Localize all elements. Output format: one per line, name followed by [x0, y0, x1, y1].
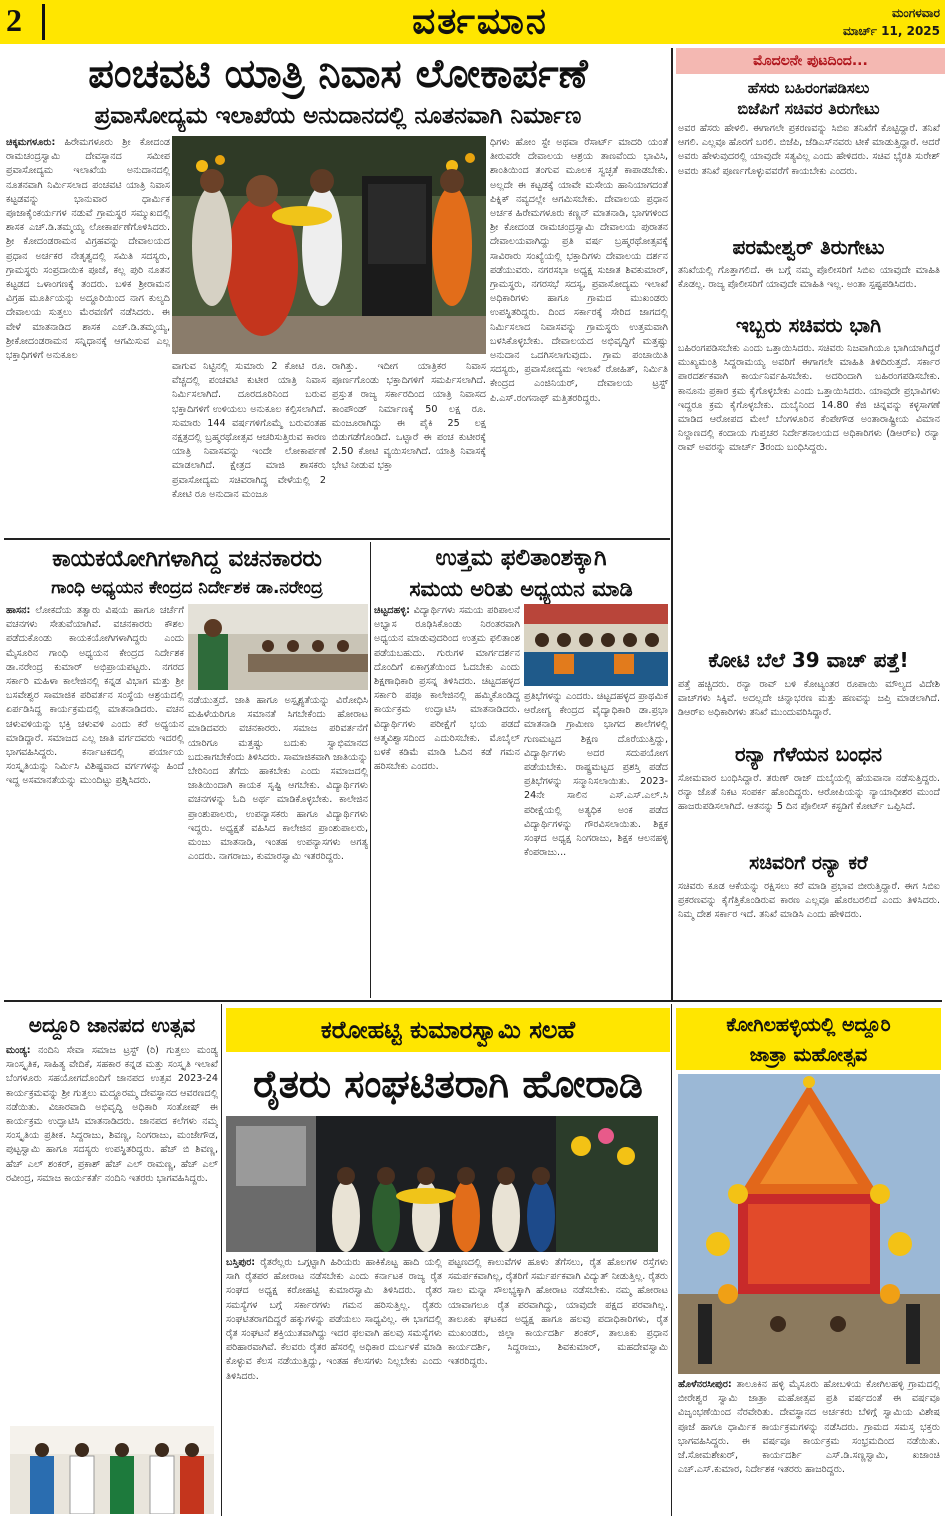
story3-headline-line2: ಸಮಯ ಅರಿತು ಅಧ್ಯಯನ ಮಾಡಿ — [409, 577, 633, 601]
chariot-festival-photo-icon — [678, 1074, 940, 1374]
sidebar-text-4: ಪತ್ತೆ ಹಚ್ಚಿದರು. ರನ್ಯಾ ರಾವ್ ಬಳಿ ಕೋಟ್ಯಂತರ ರೂಪಾಯಿ ಮೌಲ್ಯದ ವಿದೇಶಿ ವಾಚ್‌ಗಳು ಸಿಕ್ಕಿವೆ. ಅದಲ್ಲದೇ ಚಿನ್ನಾಭರಣ ಮತ್ತು ಹಣವನ್ನು ಜಪ್ತಿ ಮಾಡಲಾಗಿದೆ. ಡಿಆರ್‌ಐ ಅಧಿಕಾರಿಗಳು ತನಿಖೆ ಮುಂದುವರಿಸಿದ್ದಾರೆ. — [678, 679, 940, 719]
lead-photo — [172, 136, 486, 354]
mid-bottom-rule — [4, 1000, 942, 1002]
issue-day: ಮಂಗಳವಾರ — [891, 6, 940, 20]
story6-body — [678, 1378, 940, 1516]
story5-column-1 — [226, 1256, 442, 1516]
story3-photo — [524, 604, 668, 686]
story6-headline-line1: ಕೋಗಿಲಹಳ್ಳಿಯಲ್ಲಿ ಅದ್ದೂರಿ — [726, 1014, 891, 1036]
story5-right-rule — [671, 1004, 672, 1516]
sidebar-text-6: ಸಚಿವರು ಕೂಡ ಆಕೆಯನ್ನು ರಕ್ಷಿಸಲು ಕರೆ ಮಾಡಿ ಪ್ರಭಾವ ಬೀರುತ್ತಿದ್ದಾರೆ. ಈಗ ಸಿಬಿಐ ಪ್ರಕರಣವನ್ನು ಕೈಗೆತ್ತಿಕೊಂಡಿರುವ ಕಾರಣ ಎಲ್ಲವೂ ಹೊರಬರಲಿದೆ ಎಂದು ತಿಳಿಸಿದರು. ನಿಮ್ಮ ದೇಶ ಸರ್ಕಾರ ಇದೆ. ತನಿಖೆ ಮಾಡಿಸಿ ಎಂದು ಹೇಳಿದರು. — [678, 881, 940, 921]
story5-photo — [226, 1116, 658, 1252]
inauguration-photo-icon — [172, 136, 486, 354]
lead-dateline: ಚಿಕ್ಕಮಗಳೂರು: — [6, 137, 56, 148]
story6-photo — [678, 1074, 940, 1374]
sidebar-h3: ಇಬ್ಬರು ಸಚಿವರು ಭಾಗಿ — [735, 313, 882, 337]
story5-column-2: ಪಟ್ಟಣದಲ್ಲಿ ಕಾಲುವೆಗಳ ಹೂಳು ತೆಗೆಸಲು, ರೈತ ಹೊಲಗಳ ರಸ್ತೆಗಳು ಸಮರ್ಪಕವಾಗಿಲ್ಲ, ರೈತರಿಗೆ ಸರ್ಮರ್ಪಕವಾಗಿ ವಿದ್ಯುತ್ ನೀಡುತ್ತಿಲ್ಲ. ರೈತರು ಸಾಲ ಮನ್ನಾ ಸೌಲಭ್ಯಕ್ಕಾಗಿ ಹೋರಾಟ ನಡೆಸಬೇಕು. ನಮ್ಮ ಹೋರಾಟ ಯಾವಾಗಲೂ ರೈತ ಪರವಾಗಿದ್ದು, ಯಾವುದೇ ಪಕ್ಷದ ಪರವಾಗಿಲ್ಲ. ತಾಲೂಕು ಘಟಕದ ಅಧ್ಯಕ್ಷ ಹಾಗೂ ಹಲವು ಪದಾಧಿಕಾರಿಗಳು, ರೈತ ಮುಖಂಡರು, ಜಿಲ್ಲಾ ಕಾರ್ಯದರ್ಶಿ ಶಂಕರ್, ತಾಲೂಕು ಪ್ರಧಾನ ಕಾರ್ಯದರ್ಶಿ, ಸಿದ್ದರಾಜು, ಶಿವಕುಮಾರ್, ಮಹದೇವಸ್ವಾಮಿ ಇತರರಿದ್ದರು. — [448, 1257, 668, 1368]
story4-dateline: ಮಂಡ್ಯ: — [6, 1045, 31, 1056]
story2-dateline: ಹಾಸನ: — [6, 605, 31, 616]
folk-festival-photo-icon — [10, 1426, 214, 1514]
sidebar-tab-label: ಮೊದಲನೇ ಪುಟದಿಂದ... — [753, 53, 868, 69]
story3-col1-text: ವಿದ್ಯಾರ್ಥಿಗಳು ಸಮಯ ಪರಿಪಾಲನೆ ಅಭ್ಯಾಸ ರೂಢಿಸಿಕೊಂಡು ನಿರಂತರವಾಗಿ ಅಧ್ಯಯನ ಮಾಡುವುದರಿಂದ ಉತ್ತಮ ಫಲಿತಾಂಶ ಪಡೆಯಬಹುದು. ಗುರುಗಳ ಮಾರ್ಗದರ್ಶನ ದೊಂದಿಗೆ ಏಕಾಗ್ರತೆಯಿಂದ ಓದಬೇಕು ಎಂದು ಶಿಕ್ಷಣಾಧಿಕಾರಿ ಪ್ರಸನ್ನ ತಿಳಿಸಿದರು. ಚಿಟ್ಟದಹಳ್ಳದ ಸರ್ಕಾರಿ ಪಪೂ ಕಾಲೇಜಿನಲ್ಲಿ ಹಮ್ಮಿಕೊಂಡಿದ್ದ ಕಾರ್ಯಕ್ರಮ ಉದ್ಘಾಟಿಸಿ ಮಾತನಾಡಿದರು. ವಿದ್ಯಾರ್ಥಿಗಳು ಪರೀಕ್ಷೆಗೆ ಭಯ ಪಡದೆ ಆತ್ಮವಿಶ್ವಾಸದಿಂದ ಎದುರಿಸಬೇಕು. ಮೊಬೈಲ್ ಬಳಕೆ ಕಡಿಮೆ ಮಾಡಿ ಓದಿನ ಕಡೆ ಗಮನ ಹರಿಸಬೇಕು ಎಂದರು. — [374, 605, 520, 773]
story2-column-1 — [6, 604, 184, 996]
seminar-photo-icon — [188, 604, 368, 690]
sidebar-h2: ಪರಮೇಶ್ವರ್ ತಿರುಗೇಟು — [732, 235, 885, 259]
sidebar-h6: ಸಚಿವರಿಗೆ ರನ್ಯಾ ಕರೆ — [749, 852, 868, 874]
story2-headline: ಕಾಯಕಯೋಗಿಗಳಾಗಿದ್ದ ವಚನಕಾರರು — [52, 546, 322, 572]
story3-dateline: ಚಿಟ್ಟದಹಳ್ಳಿ: — [374, 605, 410, 616]
story5-headline: ರೈತರು ಸಂಘಟಿತರಾಗಿ ಹೋರಾಡಿ — [253, 1062, 643, 1106]
lead-column-4 — [490, 136, 668, 536]
sidebar-h1-line2: ಬಿಜೆಪಿಗೆ ಸಚಿವರ ತಿರುಗೇಟು — [737, 99, 880, 118]
story2-subheadline: ಗಾಂಧಿ ಅಧ್ಯಯನ ಕೇಂದ್ರದ ನಿರ್ದೇಶಕ ಡಾ.ನರೇಂದ್ರ — [51, 578, 323, 598]
story3-column-1 — [374, 604, 520, 996]
story3-column-2: ಪ್ರತಿಭೆಗಳನ್ನು ಎಂದರು. ಚಿಟ್ಟದಹಳ್ಳದ ಪ್ರಾಥಮಿಕ ಆರೋಗ್ಯ ಕೇಂದ್ರದ ವೈದ್ಯಾಧಿಕಾರಿ ಡಾ.ಪ್ರಭಾ ಮಾತನಾಡಿ ಗ್ರಾಮೀಣ ಭಾಗದ ಶಾಲೆಗಳಲ್ಲಿ ಗುಣಮಟ್ಟದ ಶಿಕ್ಷಣ ದೊರೆಯುತ್ತಿದ್ದು, ವಿದ್ಯಾರ್ಥಿಗಳು ಅದರ ಸದುಪಯೋಗ ಪಡೆಯಬೇಕು. ರಾಷ್ಟ್ರಮಟ್ಟದ ಪ್ರಶಸ್ತಿ ಪಡೆದ ಪ್ರತಿಭೆಗಳನ್ನು ಸನ್ಮಾನಿಸಲಾಯಿತು. 2023-24ನೇ ಸಾಲಿನ ಎಸ್.ಎಸ್.ಎಲ್.ಸಿ ಪರೀಕ್ಷೆಯಲ್ಲಿ ಅತ್ಯಧಿಕ ಅಂಕ ಪಡೆದ ವಿದ್ಯಾರ್ಥಿಗಳನ್ನು ಗೌರವಿಸಲಾಯಿತು. ಶಿಕ್ಷಕ ಸಂಘದ ಅಧ್ಯಕ್ಷ ನಿಂಗರಾಜು, ಶಿಕ್ಷಕ ಆಲನಹಳ್ಳಿ ಕೆಂಪರಾಜು... — [524, 691, 668, 859]
story2-col1-text: ಲೋಕದೆಯ ತತ್ವಾರು ವಿಷಯ ಹಾಗೂ ಚರ್ಚೆಗೆ ವಚನಗಳು ಸೇತುವೆಯಾಗಿವೆ. ವಚನಕಾರರು ಕೌಶಲ ಪಡೆದುಕೊಂಡು ಕಾಯಕಯೋಗಿಗಳಾಗಿದ್ದರು ಎಂದು ಮೈಸೂರಿನ ಗಾಂಧಿ ಅಧ್ಯಯನ ಕೇಂದ್ರದ ನಿರ್ದೇಶಕ ಡಾ.ನರೇಂದ್ರ ಕುಮಾರ್ ಅಭಿಪ್ರಾಯಪಟ್ಟರು. ನಗರದ ಸರ್ಕಾರಿ ಮಹಿಳಾ ಕಾಲೇಜಿನಲ್ಲಿ ಕನ್ನಡ ವಿಭಾಗ ಮತ್ತು ಶ್ರೀ ಬಸವೇಶ್ವರ ಸಾಮಾಜಿಕ ಪರಿವರ್ತನ ಸಂಸ್ಥೆಯ ಆಶ್ರಯದಲ್ಲಿ ಏರ್ಪಡಿಸಿದ್ದ ಕಾರ್ಯಕ್ರಮದಲ್ಲಿ ಮಾತನಾಡಿದರು. ವಚನ ಚಳುವಳಿಯನ್ನು ಭಕ್ತಿ ಚಳುವಳಿ ಎಂದು ಕರೆ ಅಧ್ಯಯನ ಮಾಡಿದ್ದಾರೆ. ಸಮಾಜದ ಎಲ್ಲ ಜಾತಿ ವರ್ಗದವರು ಇದರಲ್ಲಿ ಭಾಗವಹಿಸಿದ್ದರು. ಕರ್ನಾಟಕದಲ್ಲಿ ಪರ್ಯಾಯ ಸಂಸ್ಕೃತಿಯನ್ನು ನಿರ್ಮಿಸಿ ವಿಶಿಷ್ಟವಾದ ವರ್ಗಗಳನ್ನು ಹಿಂದೆ ಇದ್ದ ಅಸಮಾನತೆಯನ್ನು ಮುಂದಿಟ್ಟು ಪ್ರಶ್ನಿಸಿದರು. — [6, 605, 184, 787]
story5-kicker: ಕರೋಹಟ್ಟಿ ಕುಮಾರಸ್ವಾಮಿ ಸಲಹೆ — [320, 1016, 576, 1044]
story4-text: ನಂದಿನಿ ಸೇವಾ ಸಮಾಜ ಟ್ರಸ್ಟ್ (ರಿ) ಗುತ್ತಲು ಮಂಡ್ಯ ಸಾಂಸ್ಕೃತಿಕ, ಸಾಹಿತ್ಯ ವೇದಿಕೆ, ಸಹಕಾರ ಕನ್ನಡ ಮತ್ತು ಸಂಸ್ಕೃತಿ ಇಲಾಖೆ ಬೆಂಗಳೂರು ಸಹಯೋಗದೊಂದಿಗೆ ಜಾನಪದ ಉತ್ಸವ 2023-24 ಕಾರ್ಯಕ್ರಮವನ್ನು ಶ್ರೀ ಗುತ್ತಲು ಮದ್ದೂರಮ್ಮ ದೇವಸ್ಥಾನದ ಆವರಣದಲ್ಲಿ ನಡೆಯಿತು. ವಿಚಾರವಾದಿ ಅಭಿವೃದ್ಧಿ ಅಧಿಕಾರಿ ಸಂತೋಷ್ ಈ ಕಾರ್ಯಕ್ರಮ ಉದ್ಘಾಟಿಸಿ ಮಾತನಾಡಿದರು. ಜಾನಪದ ಕಲೆಗಳು ನಮ್ಮ ಸಂಸ್ಕೃತಿಯ ಪ್ರತೀಕ. ಸಿದ್ದರಾಜು, ಶಿವಣ್ಣ, ನಿಂಗರಾಜು, ಮಂಜೇಗೌಡ, ಪುಟ್ಟಸ್ವಾಮಿ ಹಾಗೂ ಸದಸ್ಯರು ಉಪಸ್ಥಿತರಿದ್ದರು. ಹೆಚ್ ಬಿ ಶಿವಣ್ಣ, ಹೆಚ್ ಎಲ್ ಶಂಕರ್, ಪ್ರಕಾಶ್ ಹೆಚ್ ಎಲ್ ರಾಮಣ್ಣ, ಹೆಚ್ ಎಲ್ ರವೀಂದ್ರ, ಸಮಾಜ ಕಾರ್ಯಕರ್ತೆ ನಂದಿನಿ ಇತರರು ಭಾಗವಹಿಸಿದ್ದರು. — [6, 1045, 218, 1184]
lead-text-under-photo-a: ವಾಗುವ ನಿಟ್ಟಿನಲ್ಲಿ ಸುಮಾರು 2 ಕೋಟಿ ರೂ. ವೆಚ್ಚದಲ್ಲಿ ಪಂಚವಟಿ ಕುಟೀರ ಯಾತ್ರಿ ನಿವಾಸ ನಿರ್ಮಿಸಲಾಗಿದೆ. ದೂರದೂರಿನಿಂದ ಬರುವ ಭಕ್ತಾದಿಗಳಿಗೆ ಉಳಿಯಲು ಅನುಕೂಲ ಕಲ್ಪಿಸಲಾಗಿದೆ. ಸುಮಾರು 144 ವರ್ಷಗಳಿಗೊಮ್ಮೆ ಬರುವಂತಹ ನಕ್ಷತ್ರದಲ್ಲಿ ಬ್ರಹ್ಮರಥೋತ್ಸವ ಆಚರಿಸುತ್ತಿರುವ ಕಾರಣ ಯಾತ್ರಿ ನಿವಾಸವನ್ನು ಇಂದೇ ಲೋಕಾರ್ಪಣೆ ಮಾಡಲಾಗಿದೆ. ಕ್ಷೇತ್ರದ ಮಾಜಿ ಶಾಸಕರು ಪ್ರವಾಸೋದ್ಯಮ ಸಚಿವರಾಗಿದ್ದ ವೇಳೆಯಲ್ಲಿ 2 ಕೋಟಿ ರೂ ಅನುದಾನ ಮಂಜೂ — [172, 361, 326, 500]
lead-col2-text: ಧಿಗಳು ಹೋಂ ಸ್ಟೇ ಅಥವಾ ರೆಸಾರ್ಟ್ ಮಾದರಿ ಯಂತೆ ತೀರುವರೇ ದೇವಾಲಯ ಆಶ್ರಯ ತಾಣವೆಂದು ಭಾವಿಸಿ, ಶಾಂತಿಯಿಂದ ತಂಗುವ ಮೂಲಕ ಸ್ವಚ್ಛತೆ ಕಾಪಾಡಬೇಕು. ಅಲ್ಲದೇ ಈ ಕಟ್ಟಡಕ್ಕೆ ಯಾವೇ ಮಸೇಯ ಹಾನಿಯಾಗದಂತೆ ಪಿಕ್ನಿಕ್ ನವ್ಯದಲ್ಲೇ ಆಗಮಿಸಬೇಕು. ದೇವಾಲಯ ಪ್ರಧಾನ ಅರ್ಚಕ ಹಿರೇಮಗಳೂರು ಕಣ್ಣನ್ ಮಾತನಾಡಿ, ಭಾಗಗಳಿಂದ ಶ್ರೀ ಕೋದಂಡ ರಾಮಚಂದ್ರಸ್ವಾಮಿ ದೇವಾಲಯ ಪುರಾತನ ದೇವಾಲಯವಾಗಿದ್ದು ಪ್ರತಿ ವರ್ಷ ಬ್ರಹ್ಮರಥೋತ್ಸವಕ್ಕೆ ಸಾವಿರಾರು ಸಂಖ್ಯೆಯಲ್ಲಿ ಭಕ್ತಾದಿಗಳು ದೇವಾಲಯ ದರ್ಶನ ಪಡೆಯುವರು. ನಗರಸಭಾ ಅಧ್ಯಕ್ಷ ಸುಜಾತ ಶಿವಕುಮಾರ್, ಗ್ರಾಮಸ್ಥರು, ನಗರಸಭೆ ಸದಸ್ಯ, ಪ್ರವಾಸೋದ್ಯಮ ಇಲಾಖೆ ಅಧಿಕಾರಿಗಳು ಹಾಗೂ ಗ್ರಾಮದ ಮುಖಂಡರು ಉಪಸ್ಥಿತರಿದ್ದರು. — [490, 137, 668, 319]
story2-right-rule — [370, 542, 371, 998]
story5-col1-text: ರೈತರೆಲ್ಲರು ಒಗ್ಗಟ್ಟಾಗಿ ಹಿರಿಯರು ಹಾಕಿಕೊಟ್ಟ ಹಾದಿ ಯಲ್ಲಿ ಸಾಗಿ ರೈತಪರ ಹೋರಾಟ ನಡೆಸಬೇಕು ಎಂದು ಕರ್ನಾಟಕ ರಾಜ್ಯ ರೈತ ಸಂಘದ ಅಧ್ಯಕ್ಷ ಕರೋಹಟ್ಟಿ ಕುಮಾರಸ್ವಾಮಿ ತಿಳಿಸಿದರು. ರೈತರ ಸಮಸ್ಯೆಗಳ ಬಗ್ಗೆ ಸರ್ಕಾರಗಳು ಗಮನ ಹರಿಸುತ್ತಿಲ್ಲ. ರೈತರು ಸಂಘಟಿತರಾಗದಿದ್ದರೆ ಹಕ್ಕುಗಳನ್ನು ಪಡೆಯಲು ಸಾಧ್ಯವಿಲ್ಲ. ಈ ಭಾಗದಲ್ಲಿ ರೈತ ಸಂಘಟನೆ ಶಕ್ತಿಯುತವಾಗಿದ್ದು ಇದರ ಫಲವಾಗಿ ಹಲವು ಸಮಸ್ಯೆಗಳು ಪರಿಹಾರವಾಗಿವೆ. ಕೆಲವರು ರೈತರ ಹೆಸರಲ್ಲಿ ಅಧಿಕಾರ ದುರ್ಬಳಕೆ ಮಾಡಿ ಕೊಳ್ಳುವ ಕೆಲಸ ನಡೆಯುತ್ತಿದ್ದು, ಇಂತಹ ಕೆಲಸಗಳು ನಿಲ್ಲಬೇಕು ಎಂದು ತಿಳಿಸಿದರು. — [226, 1257, 442, 1382]
sidebar-text-2: ತನಿಖೆಯಲ್ಲಿ ಗೊತ್ತಾಗಲಿದೆ. ಈ ಬಗ್ಗೆ ನಮ್ಮ ಪೊಲೀಸರಿಗೆ ಸಿಬಿಐ ಯಾವುದೇ ಮಾಹಿತಿ ಕೊಡಲ್ಲ. ರಾಜ್ಯ ಪೊಲೀಸರಿಗೆ ಯಾವುದೇ ಮಾಹಿತಿ ಇಲ್ಲ. ಅಂತಾ ಸ್ಪಷ್ಟಪಡಿಸಿದರು. — [678, 265, 940, 291]
lead-bottom-rule — [4, 538, 670, 540]
story4-body — [6, 1044, 218, 1422]
story6-dateline: ಹೊಳೆನರಸೀಪುರ: — [678, 1379, 732, 1390]
story2-photo — [188, 604, 368, 690]
lead-headline: ಪಂಚವಟಿ ಯಾತ್ರಿ ನಿವಾಸ ಲೋಕಾರ್ಪಣೆ — [88, 51, 588, 97]
story6-headline-line2: ಜಾತ್ರಾ ಮಹೋತ್ಸವ — [749, 1044, 868, 1066]
sidebar-text-3: ಬಹಿರಂಗಪಡಿಸಬೇಕು ಎಂದು ಒತ್ತಾಯಿಸಿದರು. ಸಚಿವರು ನಿಜವಾಗಿಯೂ ಭಾಗಿಯಾಗಿದ್ದರೆ ಮುಖ್ಯಮಂತ್ರಿ ಸಿದ್ದರಾಮಯ್ಯ ಅವರಿಗೆ ಈಗಾಗಲೇ ಮಾಹಿತಿ ತಿಳಿದಿರುತ್ತದೆ. ಸರ್ಕಾರ ಪಾರದರ್ಶಕವಾಗಿ ಕಾರ್ಯನಿರ್ವಹಿಸಬೇಕು. ಅದರಿಂದಾಗಿ ಬಹಿರಂಗಪಡಿಸಬೇಕು. ಕಾನೂನು ಪ್ರಕಾರ ಕ್ರಮ ಕೈಗೊಳ್ಳಬೇಕು ಎಂದು ಒತ್ತಾಯಿಸಿದರು. ಯಾವುದೇ ಪ್ರಭಾವಿಗಳು ಇದ್ದರೂ ಕ್ರಮ ಕೈಗೊಳ್ಳಬೇಕು. ದುಬೈನಿಂದ 14.80 ಕೆಜಿ ಚಿನ್ನವನ್ನು ಕಳ್ಳಸಾಗಣೆ ಮಾಡಿದ ಆರೋಪದ ಮೇಲೆ ಬೆಂಗಳೂರಿನ ಕೆಂಪೇಗೌಡ ಅಂತಾರಾಷ್ಟ್ರೀಯ ವಿಮಾನ ನಿಲ್ದಾಣದಲ್ಲಿ ಕಂದಾಯ ಗುಪ್ತಚರ ನಿರ್ದೇಶನಾಲಯದ ಅಧಿಕಾರಿಗಳು (ಡಿಆರ್‌ಐ) ರನ್ಯಾ ರಾವ್ ಅವರನ್ನು ಮಾರ್ಚ್ 3ರಂದು ಬಂಧಿಸಿದ್ದರು. — [678, 343, 940, 454]
story4-right-rule — [221, 1004, 222, 1516]
sidebar-text-5: ಸೋಮವಾರ ಬಂಧಿಸಿದ್ದಾರೆ. ತರುಣ್ ರಾಜ್ ದುಬೈಯಲ್ಲಿ ಹೆಯವಾನಾ ನಡೆಸುತ್ತಿದ್ದರು. ರನ್ಯಾ ಜೊತೆ ನಿಕಟ ಸಂಪರ್ಕ ಹೊಂದಿದ್ದರು. ಆರೋಪಿಯನ್ನು ನ್ಯಾಯಾಧೀಶರ ಮುಂದೆ ಹಾಜರುಪಡಿಸಲಾಗಿದೆ. ಆತನನ್ನು 5 ದಿನ ಪೊಲೀಸ್ ಕಸ್ಟಡಿಗೆ ಕೋರ್ಟ್ ಒಪ್ಪಿಸಿದೆ. — [678, 773, 940, 813]
story4-photo — [10, 1426, 214, 1514]
sidebar-left-rule — [671, 48, 673, 1000]
sidebar-h5: ರನ್ಯಾ ಗೆಳೆಯನ ಬಂಧನ — [734, 742, 883, 766]
lead-col4-text: ದಿಂದ ಸರ್ಕಾರಕ್ಕೆ ಸೇರಿದ ಜಾಗದಲ್ಲಿ ನಿರ್ಮಿಸಲಾದ ನಿವಾಸವನ್ನು ಗ್ರಾಮಸ್ಥರು ಉತ್ತಮವಾಗಿ ಬಳಸಿಕೊಳ್ಳಬೇಕು. ದೇವಾಲಯದ ಅಭಿವೃದ್ಧಿಗೆ ಮತ್ತಷ್ಟು ಅನುದಾನ ಒದಗಿಸಲಾಗುವುದು. ಗ್ರಾಮ ಪಂಚಾಯಿತಿ ಸದಸ್ಯರು, ಪ್ರವಾಸೋದ್ಯಮ ಇಲಾಖೆ ರೋಹಿತ್, ನಿರ್ಮಿತಿ ಕೇಂದ್ರದ ಎಂಜಿನಿಯರ್, ದೇವಾಲಯ ಟ್ರಸ್ಟ್ ಪಿ.ಎಸ್.ರಂಗನಾಥ್ ಮತ್ತಿತರರಿದ್ದರು. — [490, 307, 668, 404]
issue-date: ಮಾರ್ಚ್ 11, 2025 — [843, 24, 940, 38]
story6-text: ತಾಲೂಕಿನ ಹಳ್ಳಿ ಮೈಸೂರು ಹೋಬಳಿಯ ಕೋಗಿಲಹಳ್ಳಿ ಗ್ರಾಮದಲ್ಲಿ ಬೀರೇಶ್ವರ ಸ್ವಾಮಿ ಜಾತ್ರಾ ಮಹೋತ್ಸವ ಪ್ರತಿ ವರ್ಷದಂತೆ ಈ ವರ್ಷವೂ ವಿಜೃಂಭಣೆಯಿಂದ ನೆರವೇರಿತು. ದೇವಸ್ಥಾನದ ಅರ್ಚಕರು ಬೆಳಿಗ್ಗೆ ಸ್ವಾಮಿಯ ವಿಶೇಷ ಪೂಜೆ ಹಾಗೂ ಧಾರ್ಮಿಕ ಕಾರ್ಯಕ್ರಮಗಳನ್ನು ನಡೆಸಿದರು. ಗ್ರಾಮದ ಸಮಸ್ತ ಭಕ್ತರು ಭಾಗವಹಿಸಿದ್ದರು. ಈ ವರ್ಷವೂ ಕಾರ್ಯಕ್ರಮ ಸಂಭ್ರಮದಿಂದ ನಡೆಯಿತು. ಜೆ.ಸೋಮಶೇಖರ್, ಕಾರ್ಯದರ್ಶಿ ಎಸ್.ಡಿ.ಸಣ್ಣಸ್ವಾಮಿ, ಖಜಾಂಚಿ ಎಚ್.ಎಸ್.ಕುಮಾರ, ನಿರ್ದೇಶಕ ಇತರರು ಹಾಜರಿದ್ದರು. — [678, 1379, 940, 1476]
sidebar-text-1: ಅವರ ಹೆಸರು ಹೇಳಲಿ. ಈಗಾಗಲೇ ಪ್ರಕರಣವನ್ನು ಸಿಬಿಐ ತನಿಖೆಗೆ ಕೊಟ್ಟಿದ್ದಾರೆ. ತನಿಖೆ ಆಗಲಿ. ಎಲ್ಲವೂ ಹೊರಗೆ ಬರಲಿ. ಬಿಜೆಪಿ, ಜೆಡಿಎಸ್‌ನವರು ಟೀಕೆ ಮಾಡುತ್ತಿದ್ದಾರೆ. ಆದರೆ ಅವರು ಹೇಳುವುದರಲ್ಲಿ ಯಾವುದೇ ಸತ್ಯವಿಲ್ಲ ಎಂದು ಹೇಳಿದರು. ಸಚಿವ ಭೈರತಿ ಸುರೇಶ್ ಅವರು ತನಿಖೆ ಪೂರ್ಣಗೊಳ್ಳುವವರೆಗೆ ಕಾಯಬೇಕು ಎಂದರು. — [678, 123, 940, 177]
story4-headline: ಅದ್ದೂರಿ ಜಾನಪದ ಉತ್ಸವ — [28, 1013, 196, 1037]
sidebar-h1-line1: ಹೆಸರು ಬಹಿರಂಗಪಡಿಸಲು — [747, 79, 870, 97]
lead-subheadline: ಪ್ರವಾಸೋದ್ಯಮ ಇಲಾಖೆಯ ಅನುದಾನದಲ್ಲಿ ನೂತನವಾಗಿ ನಿರ್ಮಾಣ — [94, 103, 582, 129]
story5-dateline: ಬಸ್ತಿಪುರ: — [226, 1257, 256, 1268]
story3-headline-line1: ಉತ್ತಮ ಫಲಿತಾಂಶಕ್ಕಾಗಿ — [435, 545, 607, 571]
lead-col1-text: ಹಿರೇಮಗಳೂರು ಶ್ರೀ ಕೋದಂಡ ರಾಮಚಂದ್ರಸ್ವಾಮಿ ದೇವಸ್ಥಾನದ ಸಮೀಪ ಪ್ರವಾಸೋದ್ಯಮ ಇಲಾಖೆಯ ಅನುದಾನದಲ್ಲಿ ನೂತನವಾಗಿ ನಿರ್ಮಿಸಲಾದ ಪಂಚವಟಿ ಯಾತ್ರಿ ನಿವಾಸ ಕಟ್ಟಡವನ್ನು ಭಾನುವಾರ ಧಾರ್ಮಿಕ ಪೂಜಾಕೈಂಕರ್ಯಗಳ ನಡುವೆ ಗ್ರಾಮಸ್ಥರ ಸಮ್ಮುಖದಲ್ಲಿ ಶಾಸಕ ಎಚ್.ಡಿ.ತಮ್ಮಯ್ಯ ಲೋಕಾರ್ಪಣೆಗೊಳಿಸಿದರು. ಶ್ರೀ ಕೋದಂಡರಾಮನ ವಿಗ್ರಹವನ್ನು ದೇವಾಲಯದ ಪ್ರಧಾನ ಅರ್ಚಕರ ನೇತೃತ್ವದಲ್ಲಿ ಸಮಿತಿ ಸದಸ್ಯರು, ಗ್ರಾಮಸ್ಥರು ಸಂಪ್ರದಾಯಿಕ ಪೂಜೆ, ಕಲ್ಲ ಪುರಿ ನೂತನ ಕಟ್ಟಡದ ಒಳಾಂಗಣಕ್ಕೆ ತಂದರು. ಬಳಿಕ ಶ್ರೀರಾಮನ ವಿಗ್ರಹ ಮೂರ್ತಿಯನ್ನು ಅದ್ದೂರಿಯಿಂದ ನಾಗ ಕುಲ್ಯದಿ ದೇವಾಲಯ ಸುತ್ತಲು ಮೆರವಣಿಗೆ ನಡೆಸಿದರು. ಈ ವೇಳೆ ಮಾತನಾಡಿದ ಶಾಸಕ ಎಚ್.ಡಿ.ತಮ್ಮಯ್ಯ, ಶ್ರೀಕೋದಂಡರಾಮನ ಸನ್ನಿಧಾನಕ್ಕೆ ಆಗಮಿಸುವ ಎಲ್ಲ ಭಕ್ತಾಧಿಗಳಿಗೆ ಅನುಕೂಲ — [6, 137, 170, 362]
masthead-divider — [42, 4, 45, 40]
story2-column-2: ನಡೆಯುತ್ತದೆ. ಜಾತಿ ಹಾಗೂ ಅಸ್ಪೃಶ್ಯತೆಯನ್ನು ವಿರೋಧಿಸಿ ಮಹಿಳೆಯರಿಗೂ ಸಮಾನತೆ ಸಿಗಬೇಕೆಂದು ಹೋರಾಟ ಮಾಡಿದವರು ವಚನಕಾರರು. ಸಮಾಜ ಪರಿವರ್ತನೆಗೆ ಯಾರಿಗೂ ಮತ್ತಷ್ಟು ಬದುಕು ಸ್ವಾಭಿಮಾನದ ಬದುಕಾಗಬೇಕೆಂದು ತಿಳಿಸಿದರು. ಸಾಮಾಜಿಕವಾಗಿ ಜಾತಿಯನ್ನು ಬೇರಿನಿಂದ ತೆಗೆದು ಹಾಕಬೇಕು ಎಂದು ಸಮಾಜದಲ್ಲಿ ಜಾತಿಯಿಂದಾಗಿ ಕಾಯಕ ಸೃಷ್ಟಿ ಆಗಬೇಕು. ವಿದ್ಯಾರ್ಥಿಗಳು ವಚನಗಳನ್ನು ಓದಿ ಅರ್ಥ ಮಾಡಿಕೊಳ್ಳಬೇಕು. ಕಾಲೇಜಿನ ಪ್ರಾಂಶುಪಾಲರು, ಉಪನ್ಯಾಸಕರು ಹಾಗೂ ವಿದ್ಯಾರ್ಥಿಗಳು ಇದ್ದರು. ಅಧ್ಯಕ್ಷತೆ ವಹಿಸಿದ ಕಾಲೇಜಿನ ಪ್ರಾಂಶುಪಾಲರು, ಮಂಜು ಮಾತನಾಡಿ, ಇಂತಹ ಉಪನ್ಯಾಸಗಳು ಅಗತ್ಯ ಎಂದರು. ನಾಗರಾಜು, ಕುಮಾರಸ್ವಾಮಿ ಇತರರಿದ್ದರು. — [188, 695, 368, 863]
lead-column-1 — [6, 136, 170, 536]
sidebar-h4: ಕೋಟಿ ಬೆಲೆ 39 ವಾಚ್ ಪತ್ತೆ! — [708, 648, 909, 672]
page-number: 2 — [6, 2, 22, 38]
newspaper-title: ವರ್ತಮಾನ — [412, 1, 548, 42]
lead-text-under-photo-b: ರಾಗಿತ್ತು. ಇದೀಗ ಯಾತ್ರಿಕರ ನಿವಾಸ ಪೂರ್ಣಗೊಂಡು ಭಕ್ತಾದಿಗಳಿಗೆ ಸಮರ್ಪಿಸಲಾಗಿದೆ. ಪ್ರಸ್ತುತ ರಾಜ್ಯ ಸರ್ಕಾರದಿಂದ ಯಾತ್ರಿ ನಿವಾಸದ ಕಾಂಪೌಂಡ್ ನಿರ್ಮಾಣಕ್ಕೆ 50 ಲಕ್ಷ ರೂ. ಮಂಜೂರಾಗಿದ್ದು ಈ ಪೈಕಿ 25 ಲಕ್ಷ ಬಿಡುಗಡೆಗೊಂಡಿದೆ. ಒಟ್ಟಾರೆ ಈ ಪಂಚ ಕುಟೀರಕ್ಕೆ 2.50 ಕೋಟಿ ವ್ಯಯಿಸಲಾಗಿದೆ. ಯಾತ್ರಿ ನಿವಾಸಕ್ಕೆ ಭೇಟಿ ನೀಡುವ ಭಕ್ತಾ — [332, 361, 486, 472]
farmers-meeting-photo-icon — [226, 1116, 658, 1252]
felicitation-photo-icon — [524, 604, 668, 686]
